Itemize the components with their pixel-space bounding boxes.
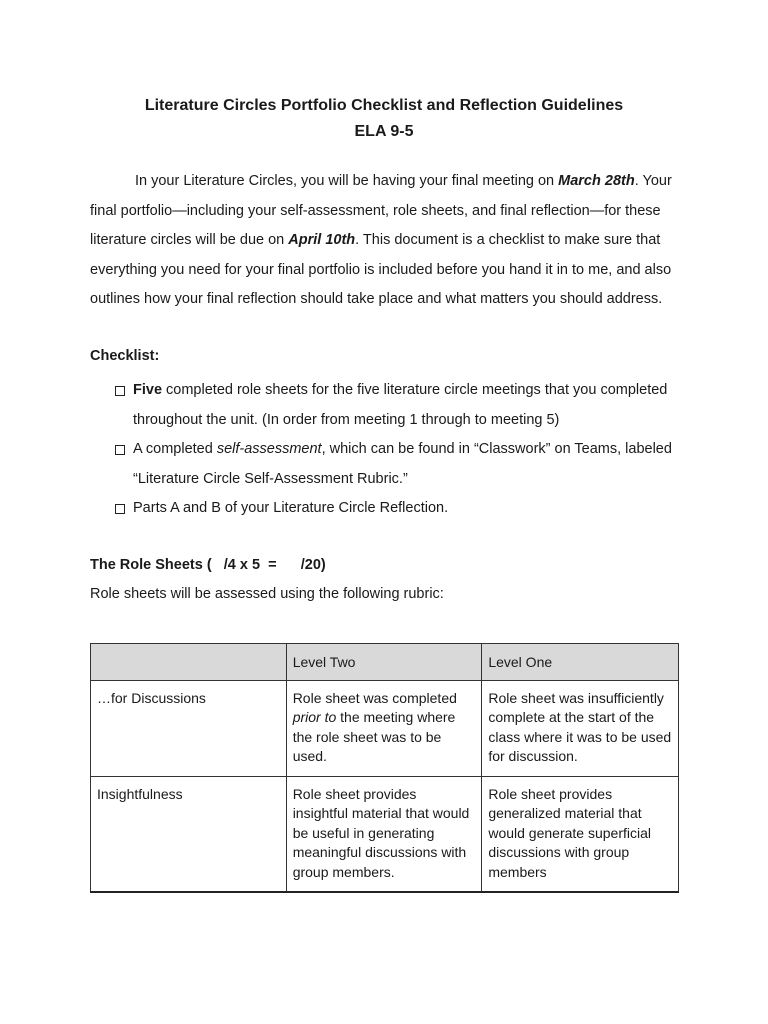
checkbox-icon[interactable]	[115, 445, 125, 455]
checkbox-icon[interactable]	[115, 386, 125, 396]
document-subtitle: ELA 9-5	[354, 123, 414, 140]
rubric-cell-level-two: Role sheet provides insightful material that would be useful in generating meaningful discussions with group members.	[286, 776, 482, 892]
rubric-header-level-one: Level One	[482, 644, 679, 681]
checklist-item-1-text: completed role sheets for the five literature circle meetings that you completed throughout the unit. (In order from meeting 1 through to meeting 5)	[133, 382, 668, 428]
rubric-cell-level-one: Role sheet provides generalized material that would generate superficial discussions with group members	[482, 776, 679, 892]
rubric-cell-level-one: Role sheet was insufficiently complete at the start of the class where it was to be used for discussion.	[482, 680, 679, 776]
rubric-criterion: …for Discussions	[91, 680, 287, 776]
due-date: April 10th	[288, 232, 356, 248]
intro-paragraph	[90, 167, 690, 315]
rubric-header-level-two: Level Two	[286, 644, 482, 681]
table-row	[91, 776, 679, 892]
checklist-item[interactable]	[115, 376, 695, 435]
checklist-item-3-text: Parts A and B of your Literature Circle Reflection.	[133, 500, 449, 516]
checklist-item-2-pre: A completed	[133, 441, 217, 457]
checkbox-icon[interactable]	[115, 504, 125, 514]
rubric-header-criterion	[91, 644, 287, 681]
cell-italic-text: prior to	[292, 709, 337, 725]
meeting-date: March 28th	[558, 173, 635, 189]
role-sheets-heading: The Role Sheets ( /4 x 5 = /20)	[90, 557, 326, 573]
intro-text-1: In your Literature Circles, you will be having your final meeting on	[135, 173, 559, 189]
intro-text-3: . This document is a checklist to make sure that everything you need for your final portfolio is included before you hand it in to me, and also outlines how your final reflection should take place and what matters you should address.	[90, 232, 672, 307]
document-title: Literature Circles Portfolio Checklist and Reflection Guidelines	[144, 97, 624, 114]
checklist-item-2-post: , which can be found in “Classwork” on Teams, labeled “Literature Circle Self-Assessment Rubric.”	[133, 441, 672, 487]
role-sheets-description: Role sheets will be assessed using the following rubric:	[90, 586, 444, 602]
table-row	[91, 680, 679, 776]
checklist-item-1-bold: Five	[133, 382, 163, 398]
cell-text: Role sheet was completed	[292, 689, 457, 706]
rubric-cell-level-two	[286, 680, 482, 776]
checklist-heading: Checklist:	[90, 348, 160, 364]
checklist-item[interactable]	[115, 435, 695, 494]
rubric-header-row	[91, 644, 679, 681]
rubric-table	[90, 643, 679, 893]
document-header	[0, 93, 768, 145]
checklist	[115, 376, 695, 524]
checklist-item[interactable]	[115, 494, 695, 524]
cell-text: the meeting where the role sheet was to be used.	[292, 709, 456, 764]
intro-text-2: . Your final portfolio—including your self-assessment, role sheets, and final reflection—for these literature circles will be due on	[90, 173, 672, 248]
checklist-item-2-italic: self-assessment	[216, 441, 322, 457]
rubric-criterion: Insightfulness	[91, 776, 287, 892]
